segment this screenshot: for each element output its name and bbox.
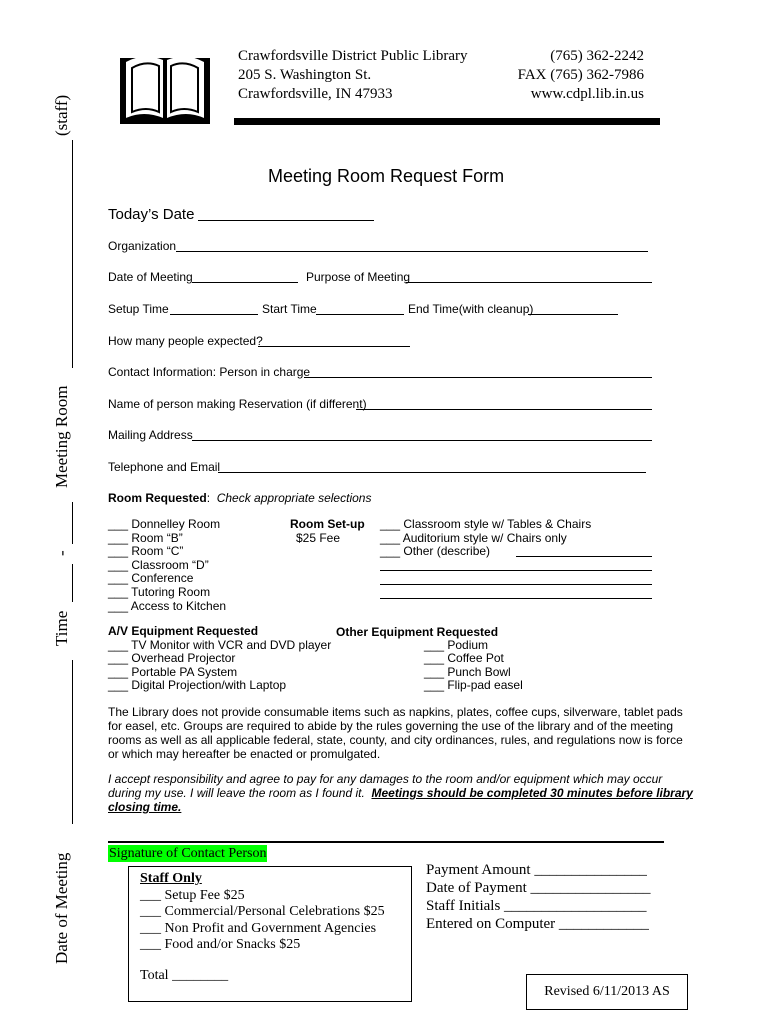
organization-label: Organization	[108, 239, 177, 253]
library-city: Crawfordsville, IN 47933	[238, 86, 393, 102]
contact-info-field[interactable]	[304, 377, 652, 378]
policy-line: for easel, etc. Groups are required to abide by the rules governing the use of the library and of the meeting	[108, 719, 674, 733]
staff-fee-option[interactable]: ___ Setup Fee $25	[140, 887, 245, 903]
room-setup-block	[290, 518, 365, 545]
side-date-line	[72, 660, 73, 824]
staff-fee-option[interactable]: ___ Non Profit and Government Agencies	[140, 920, 377, 936]
av-option[interactable]: ___ Digital Projection/with Laptop	[108, 678, 287, 693]
form-title: Meeting Room Request Form	[268, 166, 505, 186]
staff-fee-option[interactable]: ___ Commercial/Personal Celebrations $25	[140, 904, 385, 919]
reservation-person-field[interactable]	[356, 409, 652, 410]
side-dash: -	[52, 550, 71, 556]
setup-time-field[interactable]	[170, 314, 258, 315]
setup-option[interactable]: ___ Auditorium style w/ Chairs only	[380, 530, 567, 545]
other-option[interactable]: ___ Flip-pad easel	[424, 678, 523, 693]
setup-option[interactable]: ___ Classroom style w/ Tables & Chairs	[380, 517, 592, 531]
describe-line-1[interactable]	[380, 570, 652, 571]
describe-line-3[interactable]	[380, 598, 652, 599]
room-option[interactable]: ___ Access to Kitchen	[108, 598, 227, 613]
other-option[interactable]: ___ Punch Bowl	[424, 664, 511, 679]
payment-block	[426, 861, 651, 933]
side-time-line-2	[72, 502, 73, 544]
other-equipment-title: Other Equipment Requested	[336, 625, 499, 639]
av-equipment	[108, 625, 331, 693]
room-option[interactable]: ___ Room “B”	[108, 530, 183, 545]
staff-initials[interactable]: Staff Initials ___________________	[426, 898, 647, 914]
room-setup-label: Room Set-up	[290, 517, 365, 531]
staff-only-list	[140, 871, 385, 954]
library-website: www.cdpl.lib.in.us	[530, 86, 644, 102]
setup-options	[380, 518, 591, 559]
open-book-icon	[118, 48, 212, 126]
telephone-email-label: Telephone and Email	[108, 460, 221, 474]
acceptance-text	[108, 772, 693, 814]
date-of-meeting-field[interactable]	[192, 282, 298, 283]
purpose-label: Purpose of Meeting	[306, 270, 411, 284]
date-of-meeting-label: Date of Meeting	[108, 270, 193, 284]
end-time-label: End Time(with cleanup)	[408, 302, 534, 316]
side-margin-text	[44, 0, 84, 964]
side-room-line	[72, 140, 73, 368]
signature-field[interactable]	[108, 841, 664, 843]
av-option[interactable]: ___ Overhead Projector	[108, 651, 236, 666]
policy-line: The Library does not provide consumable items such as napkins, plates, coffee cups, silverware, tablet pads	[108, 705, 683, 719]
setup-time-label: Setup Time	[108, 302, 169, 316]
room-setup-fee: $25 Fee	[296, 530, 341, 545]
mailing-address-label: Mailing Address	[108, 428, 193, 442]
todays-date-field[interactable]	[198, 220, 374, 221]
library-address	[238, 47, 468, 104]
room-requested-hint: Check appropriate selections	[216, 491, 372, 505]
policy-line: rooms as well as all applicable federal, state, county, and city ordinances, rules, and regulations now is force	[108, 733, 683, 747]
payment-date[interactable]: Date of Payment ________________	[426, 880, 651, 896]
staff-only-title: Staff Only	[140, 871, 202, 886]
people-expected-field[interactable]	[258, 346, 410, 347]
organization-field[interactable]	[176, 251, 648, 252]
room-requested-label: Room Requested	[108, 491, 207, 505]
start-time-field[interactable]	[316, 314, 404, 315]
library-name: Crawfordsville District Public Library	[238, 48, 468, 64]
library-phone: (765) 362-2242	[550, 48, 644, 64]
av-option[interactable]: ___ Portable PA System	[108, 664, 238, 679]
side-time: Time	[52, 610, 71, 646]
side-staff: (staff)	[52, 94, 71, 136]
side-time-line-1	[72, 564, 73, 602]
end-time-field[interactable]	[528, 314, 618, 315]
acceptance-bold: Meetings should be completed 30 minutes before library	[371, 786, 693, 800]
entered-on-computer[interactable]: Entered on Computer ____________	[426, 916, 649, 932]
room-requested-heading: Room Requested: Check appropriate selections	[108, 491, 372, 505]
side-date-of-meeting: Date of Meeting	[52, 852, 71, 964]
describe-line-2[interactable]	[380, 584, 652, 585]
library-street: 205 S. Washington St.	[238, 67, 372, 83]
av-equipment-title: A/V Equipment Requested	[108, 624, 259, 638]
staff-fee-option[interactable]: ___ Food and/or Snacks $25	[140, 937, 301, 952]
policy-line: or which may hereafter be enacted or promulgated.	[108, 747, 381, 761]
signature-label: Signature of Contact Person	[109, 846, 267, 861]
other-equipment	[424, 639, 523, 693]
mailing-address-field[interactable]	[192, 440, 652, 441]
room-option[interactable]: ___ Conference	[108, 571, 194, 586]
other-describe-field[interactable]	[516, 556, 652, 557]
room-option[interactable]: ___ Donnelley Room	[108, 517, 221, 531]
revised-box: Revised 6/11/2013 AS	[526, 974, 688, 1010]
room-option[interactable]: ___ Tutoring Room	[108, 584, 211, 599]
library-contact	[518, 47, 644, 104]
av-option[interactable]: ___ TV Monitor with VCR and DVD player	[108, 637, 332, 652]
purpose-field[interactable]	[406, 282, 652, 283]
people-expected-label: How many people expected?	[108, 334, 263, 348]
other-option[interactable]: ___ Podium	[424, 637, 489, 652]
room-option[interactable]: ___ Room “C”	[108, 544, 184, 559]
contact-info-label: Contact Information: Person in charge	[108, 365, 311, 379]
other-option[interactable]: ___ Coffee Pot	[424, 651, 504, 666]
library-fax: FAX (765) 362-7986	[517, 67, 644, 83]
acceptance-line: during my use. I will leave the room as I found it.	[108, 786, 365, 800]
setup-option[interactable]: ___ Other (describe)	[380, 544, 491, 559]
payment-amount[interactable]: Payment Amount _______________	[426, 862, 647, 878]
acceptance-line: I accept responsibility and agree to pay for any damages to the room and/or equipment which may occur	[108, 772, 663, 786]
side-meeting-room: Meeting Room	[52, 385, 71, 488]
staff-total[interactable]: Total ________	[140, 968, 229, 983]
start-time-label: Start Time	[262, 302, 317, 316]
policy-text	[108, 705, 683, 761]
room-list	[108, 518, 226, 613]
reservation-person-label: Name of person making Reservation (if different)	[108, 397, 367, 411]
header-rule	[234, 118, 660, 125]
todays-date-label: Today’s Date	[108, 206, 195, 223]
room-option[interactable]: ___ Classroom “D”	[108, 557, 209, 572]
acceptance-bold: closing time.	[108, 800, 182, 814]
telephone-email-field[interactable]	[218, 472, 646, 473]
